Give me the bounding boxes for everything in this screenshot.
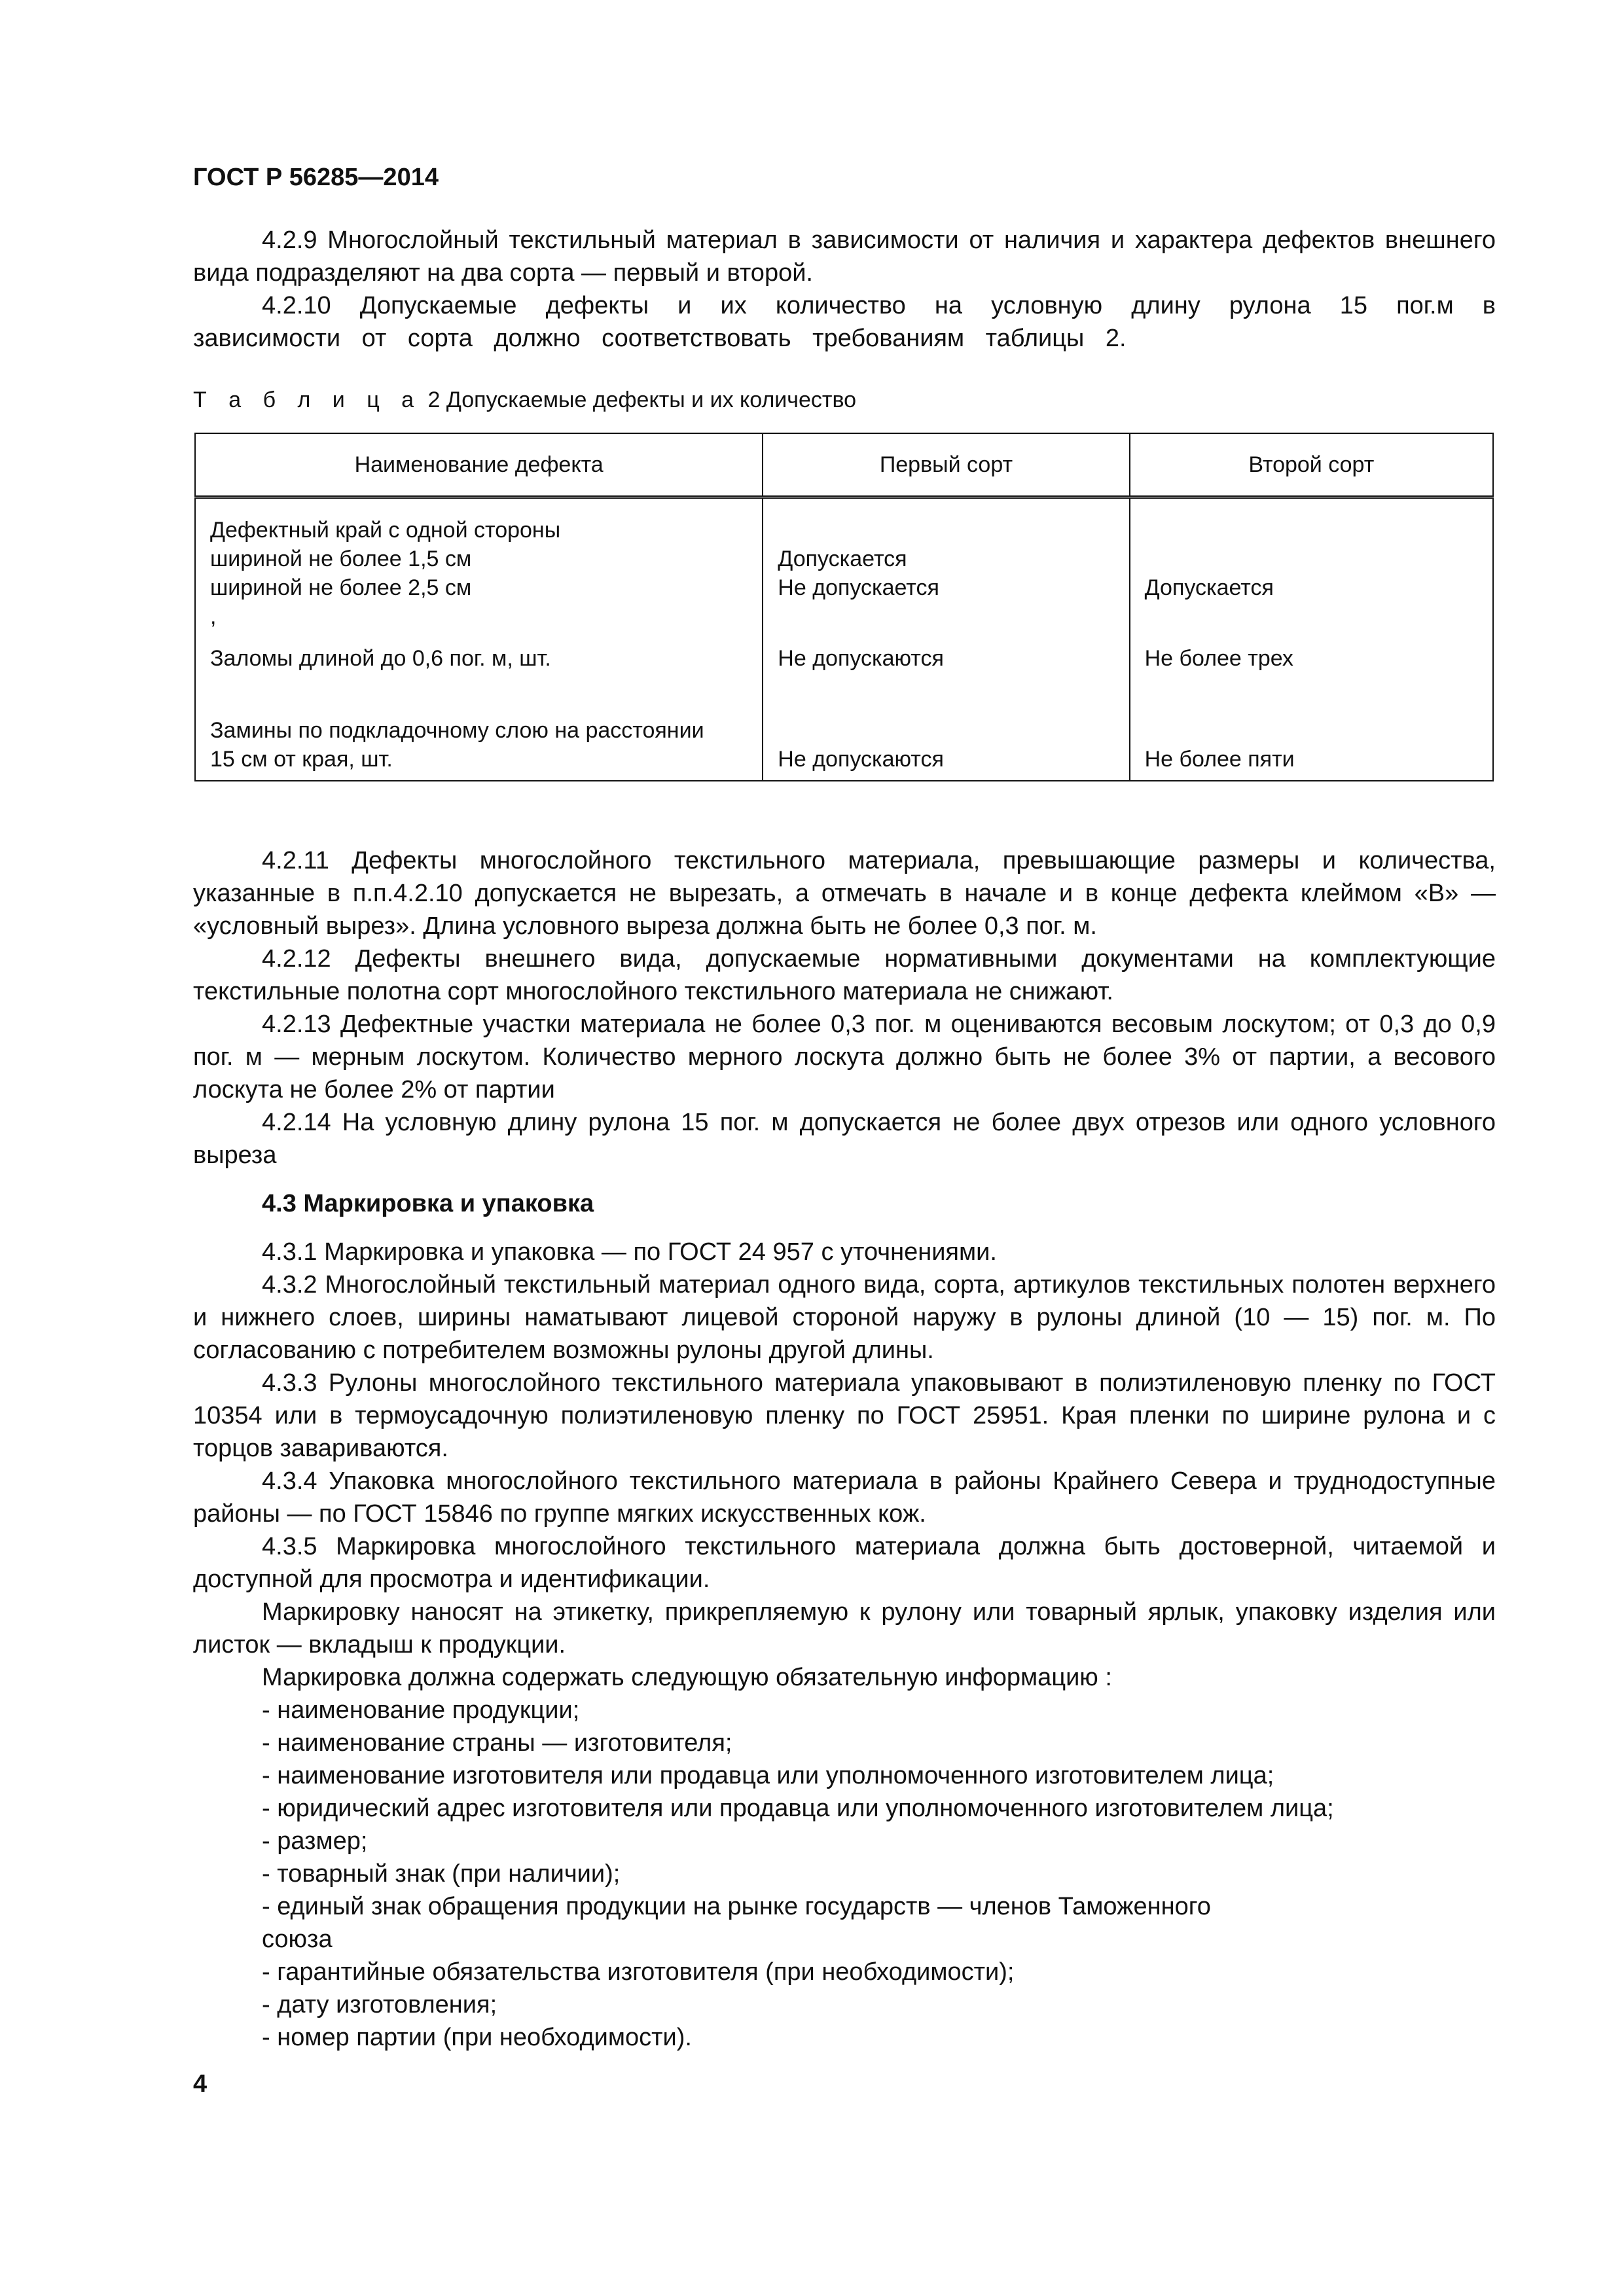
paragraph-4-3-1: 4.3.1 Маркировка и упаковка — по ГОСТ 24 957 с уточнениями. xyxy=(262,1238,997,1266)
cell-line: Не более трех xyxy=(1144,646,1293,671)
table-header-row xyxy=(195,433,1493,497)
page-number: 4 xyxy=(193,2070,208,2098)
list-item: - дату изготовления; xyxy=(262,1991,497,2018)
list-item: - наименование страны — изготовителя; xyxy=(262,1729,732,1757)
list-item: - номер партии (при необходимости). xyxy=(262,2024,692,2051)
cell-line: Не более пяти xyxy=(1144,747,1295,772)
paragraph-marking-placement: Маркировку наносят на этикетку, прикрепляемую к рулону или товарный ярлык, упаковку изделия или листок — вкладыш к продукции. xyxy=(193,1598,1496,1659)
cell-line: 15 см от края, шт. xyxy=(210,747,393,772)
cell-line xyxy=(1145,716,1478,745)
cell-line: шириной не более 1,5 см xyxy=(210,547,472,571)
cell-line: Не допускаются xyxy=(778,747,944,772)
section-title-4-3: 4.3 Маркировка и упаковка xyxy=(262,1190,594,1217)
cell-line: , xyxy=(210,604,217,629)
cell-line: шириной не более 2,5 см xyxy=(210,575,472,600)
list-item: - единый знак обращения продукции на рынке государств — членов Таможенного xyxy=(262,1893,1211,1920)
cell-line xyxy=(778,516,1114,545)
paragraph-4-3-3: 4.3.3 Рулоны многослойного текстильного материала упаковывают в полиэтиленовую пленку по ГОСТ 10354 или в термоусадочную полиэтиленовую пленку по ГОСТ 25951. Края пленки по ширине рулона и с торцов завариваются. xyxy=(193,1369,1496,1462)
document-code: ГОСТ Р 56285—2014 xyxy=(193,164,439,191)
top-paragraphs xyxy=(193,224,1496,355)
cell-line: Не допускаются xyxy=(778,646,944,671)
cell-line: Допускается xyxy=(1144,575,1274,600)
paragraph-4-2-13: 4.2.13 Дефектные участки материала не более 0,3 пог. м оцениваются весовым лоскутом; от 0,3 до 0,9 пог. м — мерным лоскутом. Количество мерного лоскута должно быть не более 3% от партии, а весового лоскута не более 2% от партии xyxy=(193,1011,1496,1103)
table-cell-second xyxy=(1130,631,1493,673)
cell-line xyxy=(778,716,1114,745)
table-caption-prefix: Т а б л и ц а xyxy=(193,387,422,412)
header-second-grade: Второй сорт xyxy=(1130,433,1493,497)
list-item: - наименование изготовителя или продавца или уполномоченного изготовителем лица; xyxy=(262,1762,1274,1789)
cell-line: Замины по подкладочному слою на расстоянии xyxy=(210,718,704,743)
paragraph-4-3-5: 4.3.5 Маркировка многослойного текстильного материала должна быть достоверной, читаемой и доступной для просмотра и идентификации. xyxy=(193,1533,1496,1593)
defects-table xyxy=(194,433,1494,781)
paragraph-4-2-9: 4.2.9 Многослойный текстильный материал в зависимости от наличия и характера дефектов внешнего вида подразделяют на два сорта — первый и второй. xyxy=(193,226,1496,287)
cell-line xyxy=(1145,545,1478,573)
table-caption xyxy=(193,387,856,413)
table-cell-first xyxy=(763,497,1129,632)
paragraph-marking-info-intro: Маркировка должна содержать следующую обязательную информацию : xyxy=(262,1664,1112,1691)
list-item: союза xyxy=(262,1926,333,1953)
table-cell-second xyxy=(1130,497,1493,632)
cell-line: Не допускается xyxy=(778,575,939,600)
paragraph-4-3-4: 4.3.4 Упаковка многослойного текстильного материала в районы Крайнего Севера и труднодоступные районы — по ГОСТ 15846 по группе мягких искусственных кож. xyxy=(193,1467,1496,1528)
list-item: - гарантийные обязательства изготовителя (при необходимости); xyxy=(262,1958,1015,1986)
table-caption-text: 2 Допускаемые дефекты и их количество xyxy=(427,387,857,412)
list-item: - товарный знак (при наличии); xyxy=(262,1860,621,1888)
cell-line xyxy=(1145,516,1478,545)
table-row xyxy=(195,673,1493,781)
paragraph-4-2-10: 4.2.10 Допускаемые дефекты и их количество на условную длину рулона 15 пог.м в зависимости от сорта должно соответствовать требованиям таблицы 2. xyxy=(193,292,1496,352)
paragraph-4-2-11: 4.2.11 Дефекты многослойного текстильного материала, превышающие размеры и количества, указанные в п.п.4.2.10 допускается не вырезать, а отмечать в начале и в конце дефекта клеймом «В» — «условный вырез». Длина условного выреза должна быть не более 0,3 пог. м. xyxy=(193,847,1496,940)
main-paragraphs xyxy=(193,844,1496,2054)
cell-line: Заломы длиной до 0,6 пог. м, шт. xyxy=(210,646,551,671)
cell-line: Дефектный край с одной стороны xyxy=(210,518,561,543)
table-cell-first xyxy=(763,631,1129,673)
header-first-grade: Первый сорт xyxy=(763,433,1129,497)
paragraph-4-3-2: 4.3.2 Многослойный текстильный материал одного вида, сорта, артикулов текстильных полотен верхнего и нижнего слоев, ширины наматывают лицевой стороной наружу в рулоны длиной (10 — 15) пог. м. По согласованию с потребителем возможны рулоны другой длины. xyxy=(193,1271,1496,1364)
table-row xyxy=(195,497,1493,632)
table-row xyxy=(195,631,1493,673)
table-cell-defect xyxy=(195,631,763,673)
paragraph-4-2-14: 4.2.14 На условную длину рулона 15 пог. м допускается не более двух отрезов или одного условного выреза xyxy=(193,1109,1496,1169)
table-cell-first xyxy=(763,673,1129,781)
table-cell-defect xyxy=(195,497,763,632)
list-item: - наименование продукции; xyxy=(262,1696,580,1724)
cell-line: Допускается xyxy=(778,547,907,571)
list-item: - юридический адрес изготовителя или продавца или уполномоченного изготовителем лица; xyxy=(262,1795,1334,1822)
paragraph-4-2-12: 4.2.12 Дефекты внешнего вида, допускаемые нормативными документами на комплектующие текстильные полотна сорт многослойного текстильного материала не снижают. xyxy=(193,945,1496,1005)
list-item: - размер; xyxy=(262,1827,368,1855)
header-defect-name: Наименование дефекта xyxy=(195,433,763,497)
table-cell-second xyxy=(1130,673,1493,781)
table-cell-defect xyxy=(195,673,763,781)
